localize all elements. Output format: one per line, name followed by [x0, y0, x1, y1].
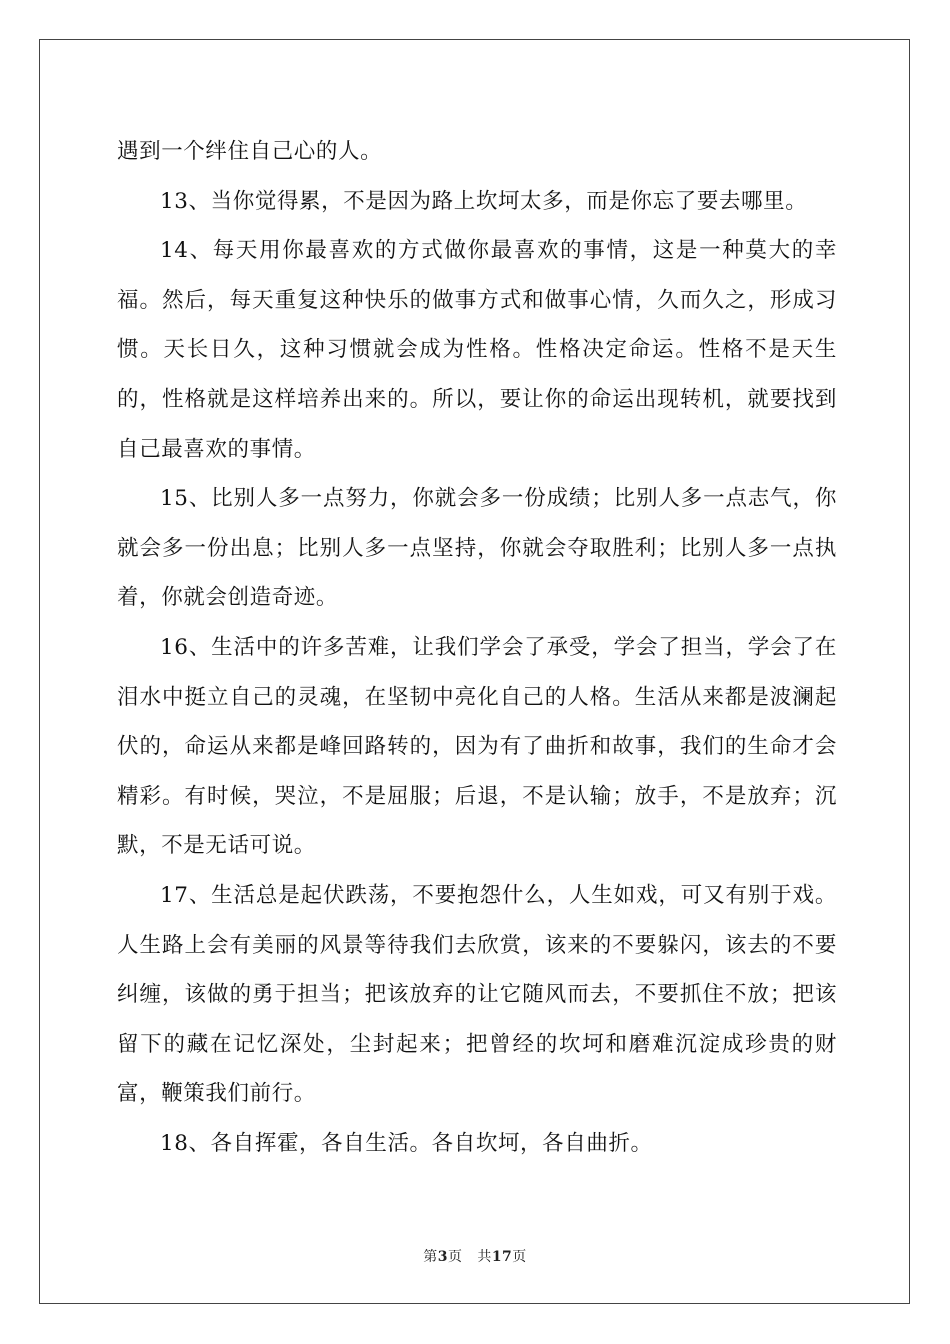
footer-current-page: 3 [437, 1249, 448, 1265]
paragraph-16: 16、生活中的许多苦难，让我们学会了承受，学会了担当，学会了在泪水中挺立自己的灵魂，在坚韧中亮化自己的人格。生活从来都是波澜起伏的，命运从来都是峰回路转的，因为有了曲折和故事，我们的生命才会精彩。有时候，哭泣，不是屈服；后退，不是认输；放手，不是放弃；沉默，不是无话可说。 [117, 634, 837, 859]
page-footer [0, 1246, 950, 1266]
paragraph-continuation: 遇到一个绊住自己心的人。 [117, 139, 383, 164]
footer-total-prefix: 共 [477, 1249, 492, 1265]
footer-total-unit: 页 [512, 1249, 527, 1265]
paragraph-18: 18、各自挥霍，各自生活。各自坎坷，各自曲折。 [160, 1130, 653, 1156]
paragraph-17: 17、生活总是起伏跌荡，不要抱怨什么，人生如戏，可又有别于戏。人生路上会有美丽的风景等待我们去欣赏，该来的不要躲闪，该去的不要纠缠，该做的勇于担当；把该放弃的让它随风而去，不要抓住不放；把该留下的藏在记忆深处，尘封起来；把曾经的坎坷和磨难沉淀成珍贵的财富，鞭策我们前行。 [117, 882, 837, 1107]
paragraph-14: 14、每天用你最喜欢的方式做你最喜欢的事情，这是一种莫大的幸福。然后，每天重复这种快乐的做事方式和做事心情，久而久之，形成习惯。天长日久，这种习惯就会成为性格。性格决定命运。性格不是天生的，性格就是这样培养出来的。所以，要让你的命运出现转机，就要找到自己最喜欢的事情。 [117, 238, 837, 462]
footer-prefix: 第 [423, 1249, 438, 1265]
paragraph-13: 13、当你觉得累，不是因为路上坎坷太多，而是你忘了要去哪里。 [160, 188, 808, 214]
footer-page-unit: 页 [447, 1249, 463, 1265]
paragraph-15: 15、比别人多一点努力，你就会多一份成绩；比别人多一点志气，你就会多一份出息；比别人多一点坚持，你就会夺取胜利；比别人多一点执着，你就会创造奇迹。 [117, 486, 837, 611]
footer-total-pages: 17 [491, 1249, 513, 1265]
document-body [117, 127, 837, 1168]
